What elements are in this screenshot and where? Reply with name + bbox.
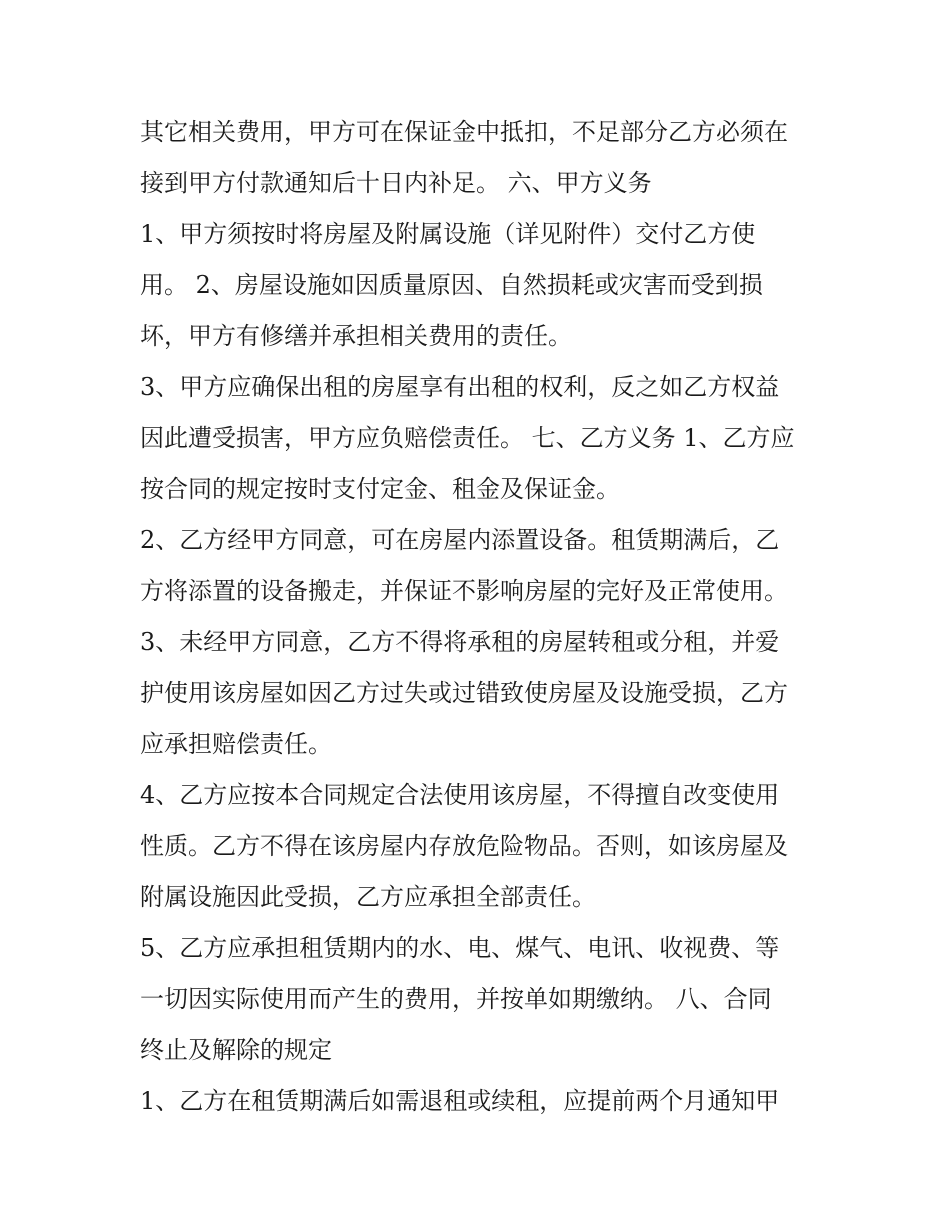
- text-line-12: 护使用该房屋如因乙方过失或过错致使房屋及设施受损，乙方: [140, 679, 788, 707]
- document-body: [140, 107, 820, 1127]
- text-line-14: 4、乙方应按本合同规定合法使用该房屋，不得擅自改变使用: [140, 781, 780, 809]
- text-line-20: 1、乙方在租赁期满后如需退租或续租，应提前两个月通知甲: [140, 1087, 780, 1115]
- text-line-5: 坏，甲方有修缮并承担相关费用的责任。: [140, 322, 572, 350]
- text-line-9: 2、乙方经甲方同意，可在房屋内添置设备。租赁期满后，乙: [140, 526, 780, 554]
- text-line-19: 终止及解除的规定: [140, 1036, 332, 1064]
- text-line-11: 3、未经甲方同意，乙方不得将承租的房屋转租或分租，并爱: [140, 628, 780, 656]
- text-line-4: 用。 2、房屋设施如因质量原因、自然损耗或灾害而受到损: [140, 271, 763, 299]
- text-line-17: 5、乙方应承担租赁期内的水、电、煤气、电讯、收视费、等: [140, 934, 780, 962]
- text-line-1: 其它相关费用，甲方可在保证金中抵扣，不足部分乙方必须在: [140, 118, 788, 146]
- text-line-7: 因此遭受损害，甲方应负赔偿责任。 七、乙方义务 1、乙方应: [140, 424, 795, 452]
- text-line-15: 性质。乙方不得在该房屋内存放危险物品。否则，如该房屋及: [140, 832, 788, 860]
- text-line-18: 一切因实际使用而产生的费用，并按单如期缴纳。 八、合同: [140, 985, 772, 1013]
- text-line-13: 应承担赔偿责任。: [140, 730, 332, 758]
- text-line-6: 3、甲方应确保出租的房屋享有出租的权利，反之如乙方权益: [140, 373, 780, 401]
- text-line-3: 1、甲方须按时将房屋及附属设施（详见附件）交付乙方使: [140, 220, 756, 248]
- text-line-8: 按合同的规定按时支付定金、租金及保证金。: [140, 475, 620, 503]
- text-line-2: 接到甲方付款通知后十日内补足。 六、甲方义务: [140, 169, 652, 197]
- text-line-16: 附属设施因此受损，乙方应承担全部责任。: [140, 883, 596, 911]
- text-line-10: 方将添置的设备搬走，并保证不影响房屋的完好及正常使用。: [140, 577, 788, 605]
